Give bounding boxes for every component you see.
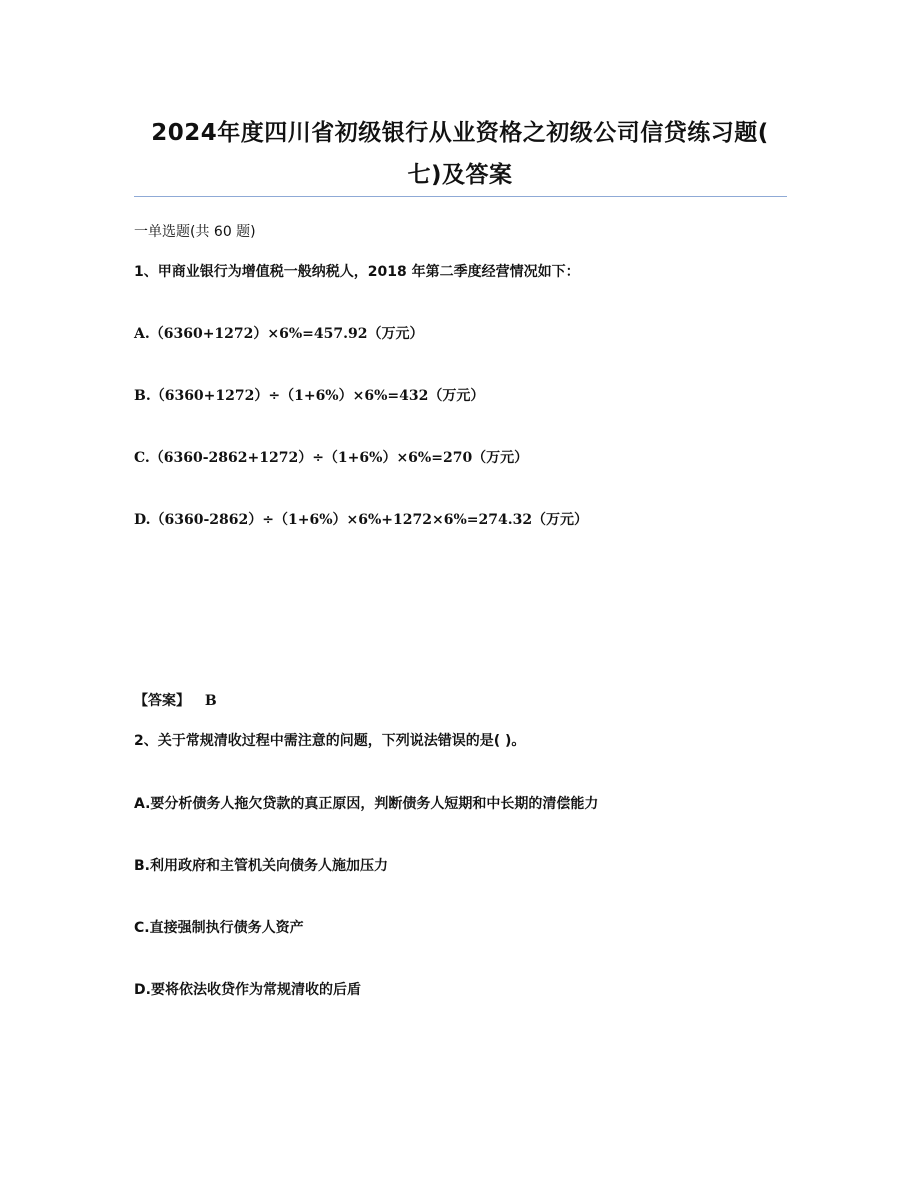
title-line-1: 2024年度四川省初级银行从业资格之初级公司信贷练习题(	[151, 120, 769, 146]
question-2-option-b: B.利用政府和主管机关向债务人施加压力	[134, 858, 388, 874]
question-2-option-a: A.要分析债务人拖欠贷款的真正原因，判断债务人短期和中长期的清偿能力	[134, 796, 599, 812]
answer-value: B	[204, 693, 217, 709]
question-1-option-d: D.（6360-2862）÷（1+6%）×6%+1272×6%=274.32（万元）	[134, 512, 589, 528]
question-2-option-c: C.直接强制执行债务人资产	[134, 920, 304, 936]
document-title	[110, 112, 810, 196]
question-2-stem: 2、关于常规清收过程中需注意的问题，下列说法错误的是( )。	[134, 733, 526, 749]
answer-label: 【答案】	[134, 693, 190, 709]
question-1-option-c: C.（6360-2862+1272）÷（1+6%）×6%=270（万元）	[134, 450, 529, 466]
section-heading: 一单选题(共 60 题)	[134, 224, 256, 240]
title-line-2: 七)及答案	[407, 162, 513, 188]
question-1-option-a: A.（6360+1272）×6%=457.92（万元）	[134, 326, 424, 342]
question-2-option-d: D.要将依法收贷作为常规清收的后盾	[134, 982, 361, 998]
question-1-stem: 1、甲商业银行为增值税一般纳税人，2018 年第二季度经营情况如下：	[134, 264, 580, 280]
question-1-option-b: B.（6360+1272）÷（1+6%）×6%=432（万元）	[134, 388, 485, 404]
question-1-answer	[134, 691, 217, 711]
title-divider	[134, 196, 787, 197]
